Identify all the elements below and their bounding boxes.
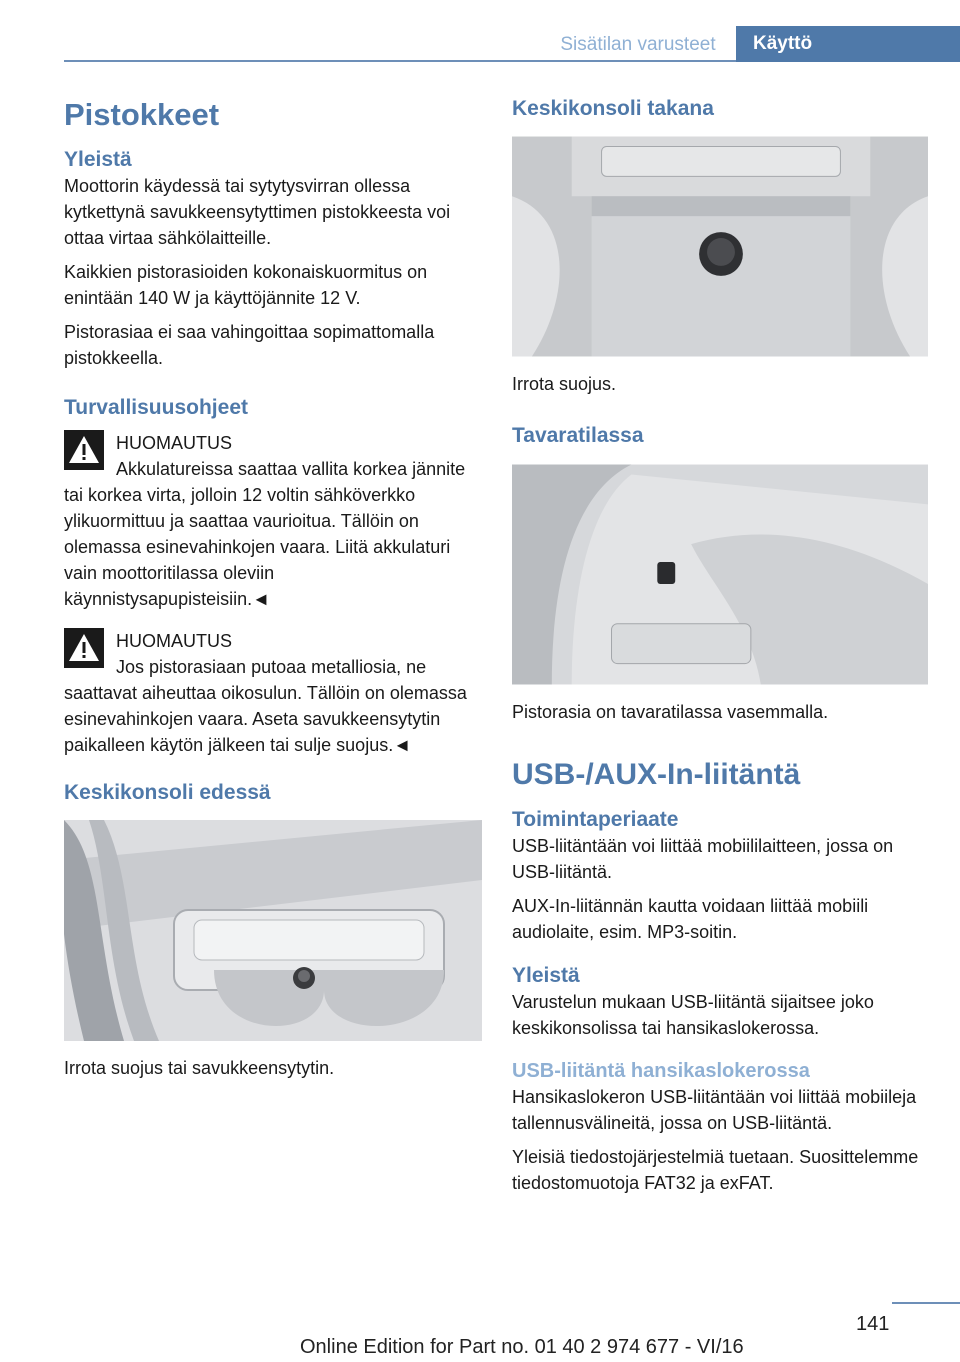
general-heading: Yleistä <box>64 148 132 172</box>
general-paragraph-1: Moottorin käydessä tai sytytysvirran ollessa kytkettynä savukkeensytyttimen pistokkeesta voi ottaa virtaa sähkölaitteille. <box>64 176 451 249</box>
warning-2-text <box>64 654 482 758</box>
header-section-label: Sisätilan varusteet <box>560 34 716 55</box>
principle-heading: Toimintaperiaate <box>512 807 679 831</box>
warning-block-1 <box>64 430 482 612</box>
front-console-heading: Keskikonsoli edessä <box>64 780 271 804</box>
trunk-photo <box>512 464 928 685</box>
right-column <box>512 96 932 1204</box>
warning-1-body: Akkulatureissa saattaa vallita korkea jännite tai korkea virta, jolloin 12 voltin sähköverkko ylikuormittuu ja saattaa vaurioitua. Tällöin on olemassa esinevahinkojen vaara. Liitä akkulaturi vain moottoritilassa oleviin käynnistysapupisteisiin.◄ <box>64 458 466 609</box>
glovebox-paragraph-1: Hansikaslokeron USB-liitäntään voi liittää mobiileja tallennusvälineitä, jossa on USB-liitäntä. <box>512 1087 917 1133</box>
page-title: Pistokkeet <box>64 97 220 132</box>
safety-heading: Turvallisuusohjeet <box>64 396 248 420</box>
warning-icon <box>64 628 104 668</box>
header-chapter-tab: Käyttö <box>736 26 960 62</box>
glovebox-usb-heading: USB-liitäntä hansikaslokerossa <box>512 1060 810 1082</box>
front-console-caption: Irrota suojus tai savukkeensytytin. <box>64 1057 335 1078</box>
rear-console-photo <box>512 136 928 357</box>
warning-block-2 <box>64 628 482 758</box>
page-number: 141 <box>856 1313 890 1335</box>
principle-paragraph-2: AUX-In-liitännän kautta voidaan liittää mobiili audiolaite, esim. MP3-soitin. <box>512 895 869 942</box>
usb-general-heading: Yleistä <box>512 963 580 987</box>
front-console-photo <box>64 820 482 1041</box>
warning-1-title: HUOMAUTUS <box>116 432 232 453</box>
rear-console-caption: Irrota suojus. <box>512 374 617 395</box>
footer-rule <box>892 1302 960 1304</box>
principle-paragraph-1: USB-liitäntään voi liittää mobiililaitteen, jossa on USB-liitäntä. <box>512 835 894 882</box>
warning-2-body: Jos pistorasiaan putoaa metalliosia, ne saattavat aiheuttaa oikosulun. Tällöin on olemassa esinevahinkojen vaara. Aseta savukkeensytytin paikalleen käytön jälkeen tai sulje suojus.◄ <box>64 656 467 755</box>
usb-general-paragraph: Varustelun mukaan USB-liitäntä sijaitsee joko keskikonsolissa tai hansikaslokerossa. <box>512 992 874 1038</box>
warning-1-text <box>64 456 482 612</box>
glovebox-paragraph-2: Yleisiä tiedostojärjestelmiä tuetaan. Suosittelemme tiedostomuotoja FAT32 ja exFAT. <box>512 1147 919 1193</box>
trunk-caption: Pistorasia on tavaratilassa vasemmalla. <box>512 701 829 722</box>
general-paragraph-3: Pistorasiaa ei saa vahingoittaa sopimattomalla pistokkeella. <box>64 322 435 369</box>
general-paragraph-2: Kaikkien pistorasioiden kokonaiskuormitus on enintään 140 W ja käyttöjännite 12 V. <box>64 262 428 309</box>
rear-console-heading: Keskikonsoli takana <box>512 97 714 120</box>
warning-icon <box>64 430 104 470</box>
warning-2-title: HUOMAUTUS <box>116 630 232 651</box>
left-column <box>64 96 482 1089</box>
edition-note: Online Edition for Part no. 01 40 2 974 677 - VI/16 <box>300 1336 744 1358</box>
usb-aux-title: USB-/AUX-In-liitäntä <box>512 757 801 791</box>
trunk-heading: Tavaratilassa <box>512 424 644 448</box>
